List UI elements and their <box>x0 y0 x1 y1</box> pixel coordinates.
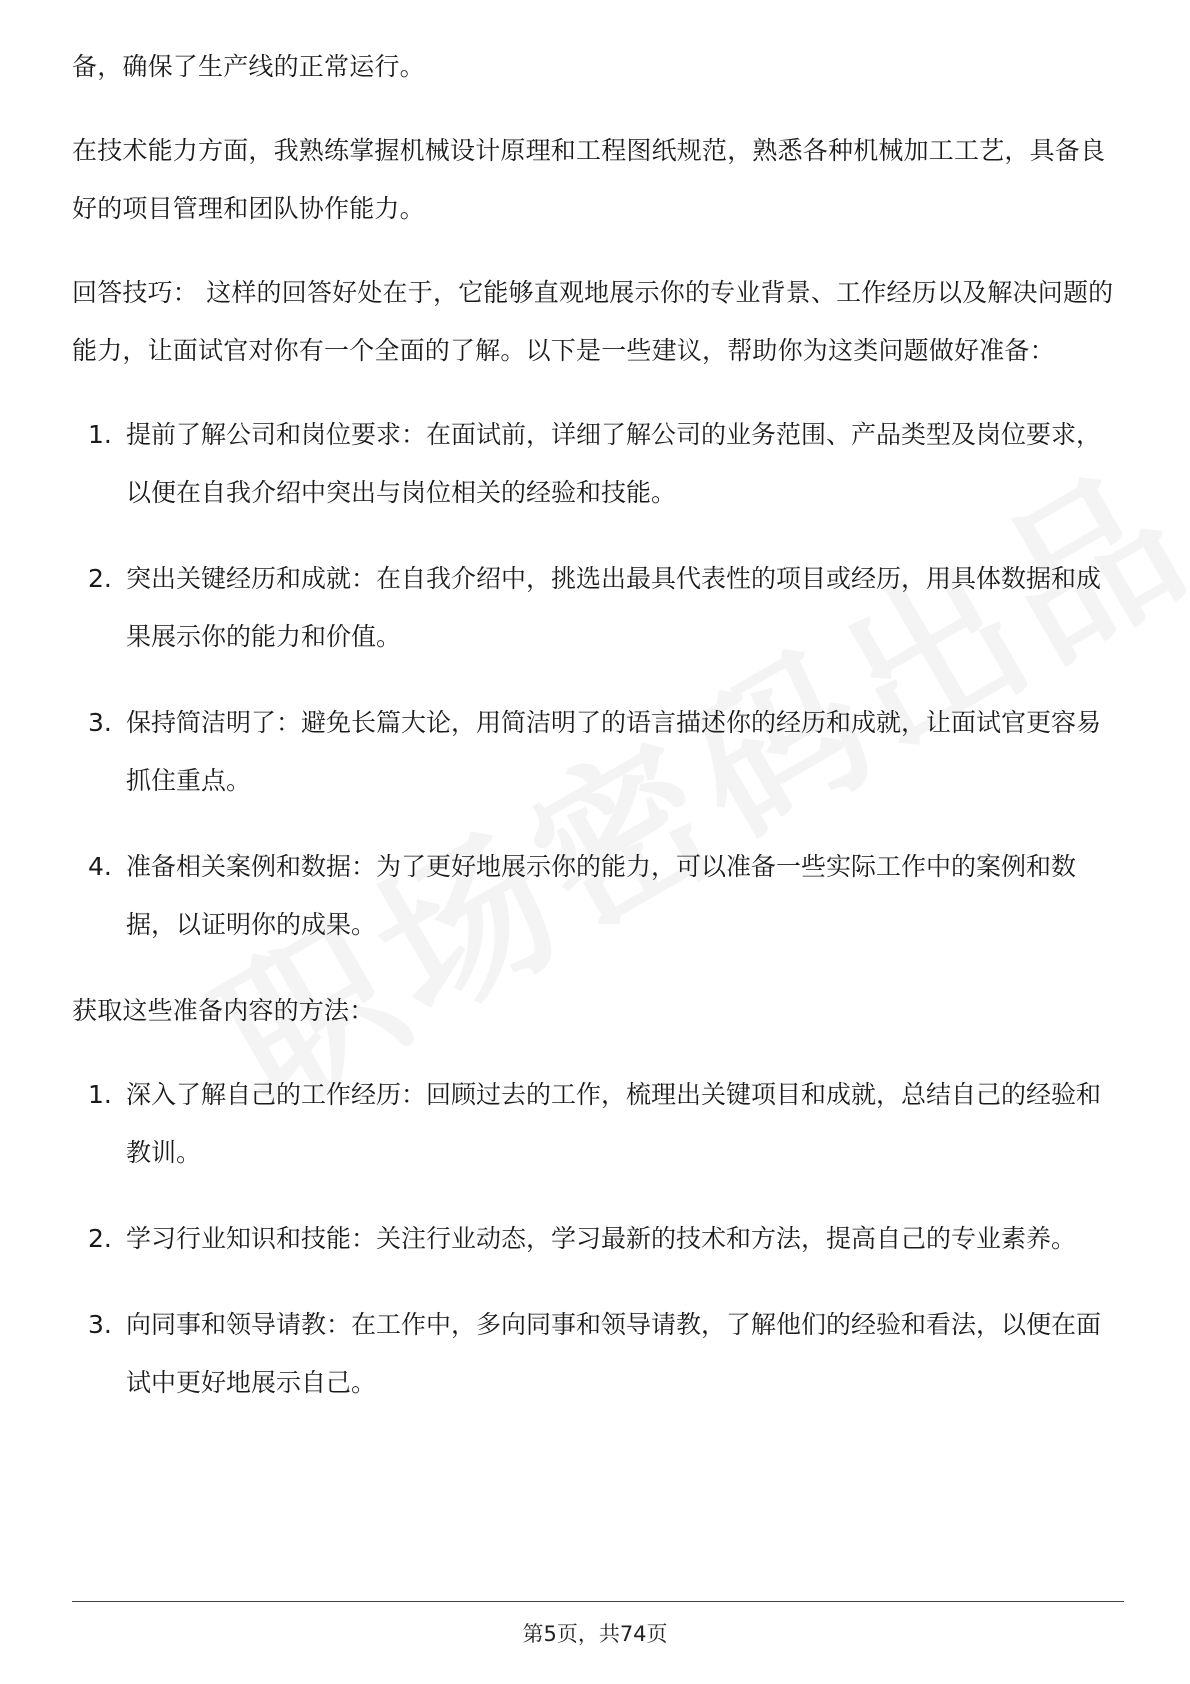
paragraph-answer-tips: 回答技巧： 这样的回答好处在于，它能够直观地展示你的专业背景、工作经历以及解决问题的能力，让面试官对你有一个全面的了解。以下是一些建议，帮助你为这类问题做好准备： <box>72 278 1114 365</box>
list-item-text: 学习行业知识和技能：关注行业动态，学习最新的技术和方法，提高自己的专业素养。 <box>126 1224 1077 1253</box>
list-item-number: 2. <box>88 564 112 593</box>
list-item-text: 突出关键经历和成就：在自我介绍中，挑选出最具代表性的项目或经历，用具体数据和成果展示你的能力和价值。 <box>126 564 1102 651</box>
paragraph-technical-skills: 在技术能力方面，我熟练掌握机械设计原理和工程图纸规范，熟悉各种机械加工工艺，具备良好的项目管理和团队协作能力。 <box>72 136 1106 223</box>
list-item-number: 1. <box>88 1080 112 1109</box>
list-item <box>72 1066 1122 1182</box>
list-item <box>72 694 1122 810</box>
list-item <box>72 406 1122 522</box>
page-number: 第5页，共74页 <box>522 1622 668 1646</box>
paragraph-methods-heading: 获取这些准备内容的方法： <box>72 996 375 1025</box>
paragraph-continuation: 备，确保了生产线的正常运行。 <box>72 52 425 81</box>
list-item-text: 准备相关案例和数据：为了更好地展示你的能力，可以准备一些实际工作中的案例和数据，以证明你的成果。 <box>126 852 1077 939</box>
list-item <box>72 550 1122 666</box>
list-item-number: 3. <box>88 1310 112 1339</box>
list-item-number: 3. <box>88 708 112 737</box>
document-body <box>72 38 1122 1440</box>
methods-list <box>72 1066 1122 1412</box>
list-item-text: 向同事和领导请教：在工作中，多向同事和领导请教，了解他们的经验和看法，以便在面试中更好地展示自己。 <box>126 1310 1102 1397</box>
list-item <box>72 838 1122 954</box>
list-item-text: 深入了解自己的工作经历：回顾过去的工作，梳理出关键项目和成就，总结自己的经验和教训。 <box>126 1080 1102 1167</box>
list-item-text: 保持简洁明了：避免长篇大论，用简洁明了的语言描述你的经历和成就，让面试官更容易抓住重点。 <box>126 708 1102 795</box>
list-item-number: 4. <box>88 852 112 881</box>
list-item-number: 2. <box>88 1224 112 1253</box>
list-item <box>72 1296 1122 1412</box>
list-item-text: 提前了解公司和岗位要求：在面试前，详细了解公司的业务范围、产品类型及岗位要求，以便在自我介绍中突出与岗位相关的经验和技能。 <box>126 420 1102 507</box>
footer-divider <box>72 1601 1124 1602</box>
preparation-suggestions-list <box>72 406 1122 954</box>
list-item-number: 1. <box>88 420 112 449</box>
list-item <box>72 1210 1122 1268</box>
